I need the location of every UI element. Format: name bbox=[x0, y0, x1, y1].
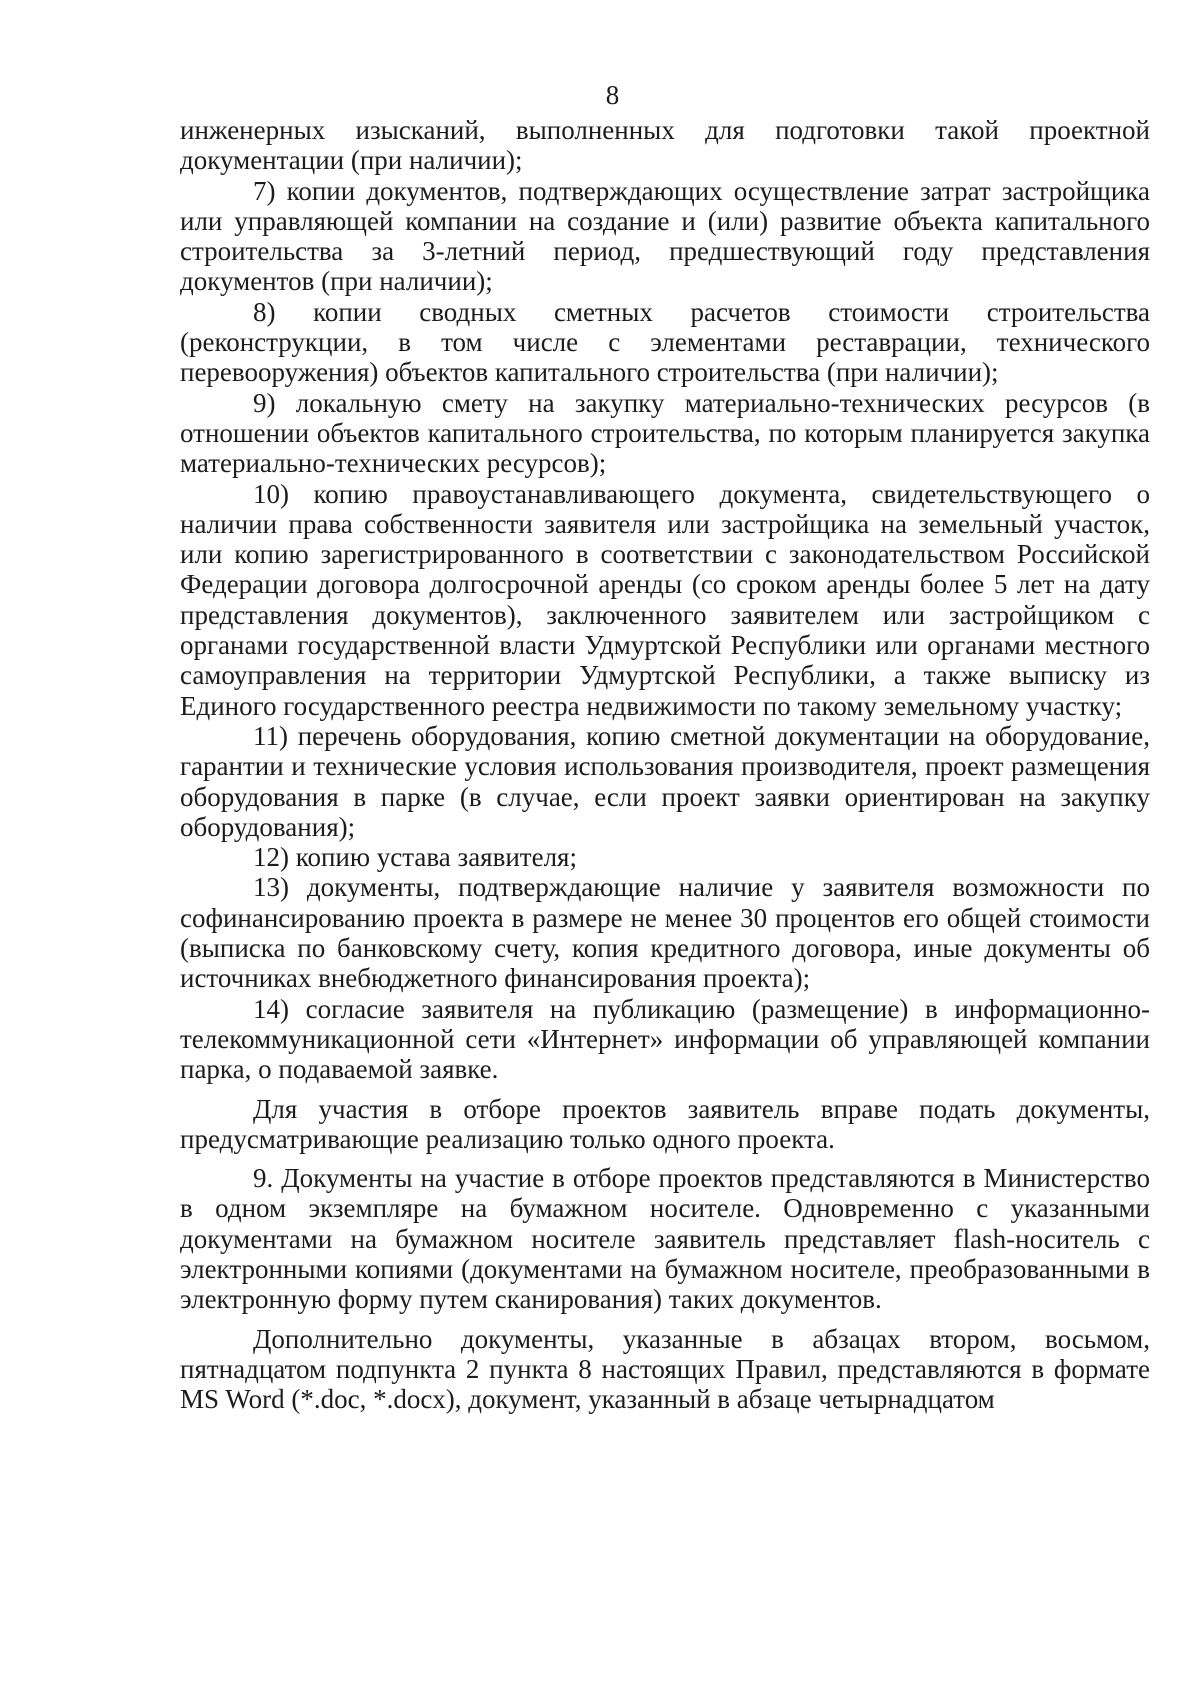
paragraph-one-project-rule: Для участия в отборе проектов заявитель вправе подать документы, предусматривающие реализацию только одного проекта. bbox=[180, 1093, 1150, 1154]
paragraph-additional-documents: Дополнительно документы, указанные в абзацах втором, восьмом, пятнадцатом подпункта 2 пункта 8 настоящих Правил, представляются в формате MS Word (*.doc, *.docx), документ, указанный в абзаце четырнадцатом bbox=[180, 1323, 1150, 1415]
paragraph-item-11: 11) перечень оборудования, копию сметной документации на оборудование, гарантии и технические условия использования производителя, проект размещения оборудования в парке (в случае, если проект заявки ориентирован на закупку оборудования); bbox=[180, 720, 1150, 842]
paragraph-item-7: 7) копии документов, подтверждающих осуществление затрат застройщика или управляющей компании на создание и (или) развитие объекта капитального строительства за 3-летний период, предшествующий году представления документов (при наличии); bbox=[180, 175, 1150, 297]
paragraph-item-8: 8) копии сводных сметных расчетов стоимости строительства (реконструкции, в том числе с элементами реставрации, технического перевооружения) объектов капитального строительства (при наличии); bbox=[180, 296, 1150, 388]
paragraph-item-12: 12) копию устава заявителя; bbox=[253, 842, 577, 873]
document-body bbox=[180, 115, 1150, 1414]
paragraph-section-9: 9. Документы на участие в отборе проектов представляются в Министерство в одном экземпляре на бумажном носителе. Одновременно с указанными документами на бумажном носителе заявитель представляет flash-носитель с электронными копиями (документами на бумажном носителе, преобразованными в электронную форму путем сканирования) таких документов. bbox=[180, 1163, 1150, 1315]
paragraph-item-9: 9) локальную смету на закупку материально-технических ресурсов (в отношении объектов капитального строительства, по которым планируется закупка материально-технических ресурсов); bbox=[180, 387, 1150, 479]
paragraph-item-10: 10) копию правоустанавливающего документа, свидетельствующего о наличии права собственности заявителя или застройщика на земельный участок, или копию зарегистрированного в соответствии с законодательством Российской Федерации договора долгосрочной аренды (со сроком аренды более 5 лет на дату представления документов), заключенного заявителем или застройщиком с органами государственной власти Удмуртской Республики или органами местного самоуправления на территории Удмуртской Республики, а также выписку из Единого государственного реестра недвижимости по такому земельному участку; bbox=[180, 478, 1150, 721]
paragraph-item-14: 14) согласие заявителя на публикацию (размещение) в информационно-телекоммуникационной сети «Интернет» информации об управляющей компании парка, о подаваемой заявке. bbox=[180, 993, 1150, 1085]
page-number: 8 bbox=[605, 80, 620, 110]
paragraph-engineering-surveys-continuation: инженерных изысканий, выполненных для подготовки такой проектной документации (при наличии); bbox=[180, 115, 1150, 176]
paragraph-item-13: 13) документы, подтверждающие наличие у заявителя возможности по софинансированию проекта в размере не менее 30 процентов его общей стоимости (выписка по банковскому счету, копия кредитного договора, иные документы об источниках внебюджетного финансирования проекта); bbox=[180, 872, 1150, 994]
